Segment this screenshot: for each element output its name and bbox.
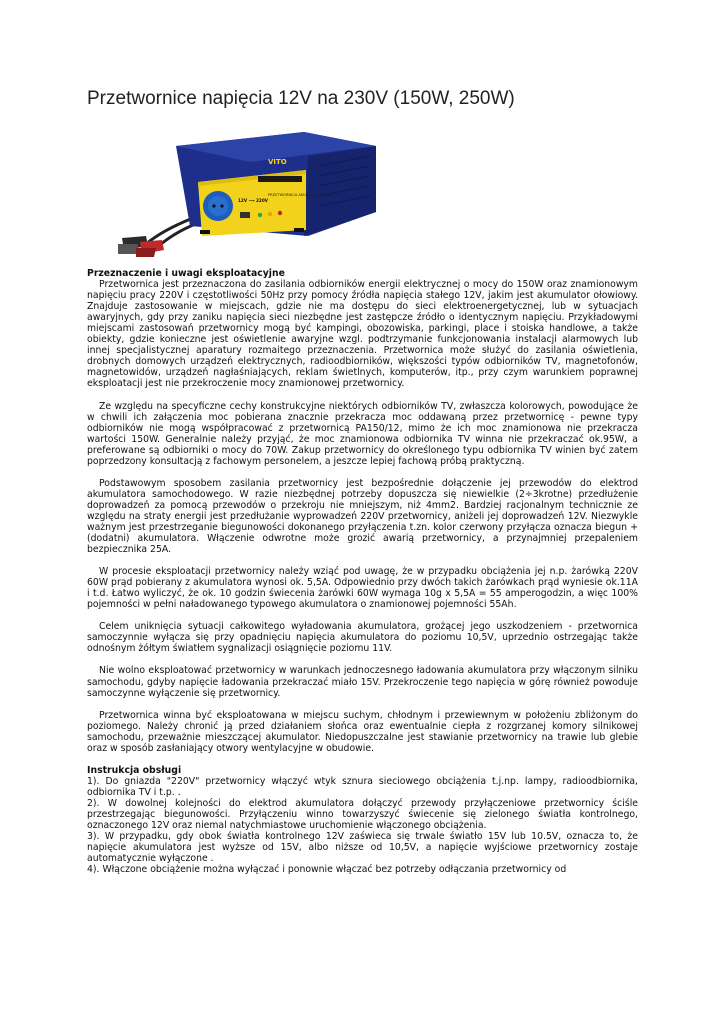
- paragraph: Podstawowym sposobem zasilania przetwornicy jest bezpośrednie dołączenie jej przewodów do elektrod akumulatora samochodowego. W razie niezbędnej potrzeby dopuszcza się niewielkie (2÷3krotne) przedłużenie doprowadzeń za pomocą przewodów o przekroju nie mniejszym, niż 4mm2. Bardziej racjonalnym technicznie ze względu na straty energii jest przedłużanie wyprowadzeń 220V przetwornicy, aniżeli jej doprowadzeń 12V. Niezwykle ważnym jest przestrzeganie biegunowości dokonanego przyłączenia t.zn. kolor czerwony przyłącza oznacza biegun + (dodatni) akumulatora. Włączenie odwrotne może grozić awarią przetwornicy, a przynajmniej przepaleniem bezpiecznika 25A.: [87, 477, 638, 556]
- power-socket-icon: [203, 191, 233, 221]
- instruction-step: 4). Włączone obciążenie można wyłączać i ponownie włączać bez potrzeby odłączania przetwornicy od: [87, 864, 567, 876]
- brand-label: VITO: [268, 158, 287, 166]
- inverter-photo: [118, 126, 378, 258]
- document-body: [87, 268, 638, 875]
- paragraph: Ze względu na specyficzne cechy konstrukcyjne niektórych odbiorników TV, zwłaszcza kolorowych, powodujące że w chwili ich załączenia moc pobierana znacznie przekracza moc oddawaną przez przetwornicę - pewne typy odbiorników nie mogą współpracować z przetwornicą PA150/12, mimo że ich moc znamionowa nie przekracza wartości 150W. Generalnie należy przyjąć, że moc znamionowa odbiornika TV winna nie przekraczać ok.95W, a preferowane są odbiorniki o mocy do 70W. Zakup przetwornicy do określonego typu odbiornika TV winien być zatem poprzedzony konsultacją z fachowym personelem, a jeszcze lepiej fachową próbą praktyczną.: [87, 400, 638, 467]
- paragraph: Przetwornica winna być eksploatowana w miejscu suchym, chłodnym i przewiewnym w położeniu zbliżonym do poziomego. Należy chronić ją przed działaniem słońca oraz ewentualnie ciepła z rozgrzanej komory silnikowej samochodu, przeważnie mieszczącej akumulator. Niedopuszczalne jest stawianie przetwornicy na trawie lub glebie oraz w sposób zasłaniający otwory wentylacyjne w obudowie.: [87, 709, 638, 754]
- voltage-label: 12V ⟶ 220V: [238, 198, 268, 203]
- red-clamp-icon: [136, 240, 164, 257]
- instruction-list: [87, 776, 638, 875]
- instruction-step: 2). W dowolnej kolejności do elektrod akumulatora dołączyć przewody przyłączeniowe przetwornicy ściśle przestrzegając biegunowości. Przyłączeniu winno towarzyszyć świecenie się zielonego światła kontrolnego, oznaczonego 12V oraz niemal natychmiastowe uruchomienie włączonego obciążenia.: [87, 797, 638, 832]
- panel-label: PRZETWORNICA AKUMULATOROWA: [268, 193, 332, 197]
- instruction-step: 3). W przypadku, gdy obok światła kontrolnego 12V zaświeca się trwale światło 15V lub 10.5V, oznacza to, że napięcie akumulatora jest wyższe od 15V, albo niższe od 10,5V, a napięcie wyjściowe przetwornicy zostaje automatycznie wyłączone .: [87, 831, 638, 865]
- paragraph: Przetwornica jest przeznaczona do zasilania odbiorników energii elektrycznej o mocy do 150W oraz znamionowym napięciu pracy 220V i częstotliwości 50Hz przy pomocy źródła napięcia stałego 12V, jakim jest akumulator ołowiowy. Znajduje zastosowanie w miejscach, gdzie nie ma dostępu do sieci elektroenergetycznej, lub w sytuacjach awaryjnych, gdy przy zaniku napięcia sieci niezbędne jest zastępcze źródło o identycznym napięciu. Przykładowymi miejscami zastosowań przetwornicy mogą być kampingi, obozowiska, parkingi, place i stoiska handlowe, a także obiekty, gdzie konieczne jest oświetlenie awaryjne wzgl. podtrzymanie funkcjonowania instalacji alarmowych lub innej specjalistycznej aparatury rozmaitego przeznaczenia. Przetwornica może służyć do zasilania oświetlenia, drobnych domowych urządzeń elektrycznych, radioodbiorników, większości typów odbiorników TV, magnetofonów, magnetowidów, urządzeń nagłaśniających, reklam świetlnych, komputerów, itp., przy czym warunkiem poprawnej eksploatacji jest nie przekroczenie mocy znamionowej przetwornicy.: [87, 279, 638, 390]
- section-heading-purpose: Przeznaczenie i uwagi eksploatacyjne: [87, 268, 285, 279]
- paragraph: Celem uniknięcia sytuacji całkowitego wyładowania akumulatora, grożącej jego uszkodzeniem - przetwornica samoczynnie wyłącza się przy opadnięciu napięcia akumulatora do poziomu 10,5V, uprzednio ostrzegając także odnośnym żółtym światłem sygnalizacji osiągnięcie poziomu 11V.: [87, 621, 638, 655]
- instruction-step: 1). Do gniazda "220V" przetwornicy włączyć wtyk sznura sieciowego obciążenia t.j.np. lampy, radioodbiornika, odbiornika TV i t.p. .: [87, 775, 638, 798]
- page-title: Przetwornice napięcia 12V na 230V (150W, 250W): [87, 88, 515, 109]
- section-heading-instructions: Instrukcja obsługi: [87, 764, 182, 776]
- paragraph: Nie wolno eksploatować przetwornicy w warunkach jednoczesnego ładowania akumulatora przy włączonym silniku samochodu, gdyby napięcie ładowania przekraczać miało 15V. Przekroczenie tego napięcia w górę również powoduje samoczynne wyłączenie się przetwornicy.: [87, 665, 638, 699]
- paragraph: W procesie eksploatacji przetwornicy należy wziąć pod uwagę, że w przypadku obciążenia jej n.p. żarówką 220V 60W prąd pobierany z akumulatora wynosi ok. 5,5A. Odpowiednio przy dwóch takich żarówkach prąd wyniesie ok.11A i t.d. Łatwo wyliczyć, że ok. 10 godzin świecenia żarówki 60W wymaga 10g x 5,5A = 55 amperogodzin, a więc 100% pojemności w pełni naładowanego typowego akumulatora o znamionowej pojemności 55Ah.: [87, 566, 638, 611]
